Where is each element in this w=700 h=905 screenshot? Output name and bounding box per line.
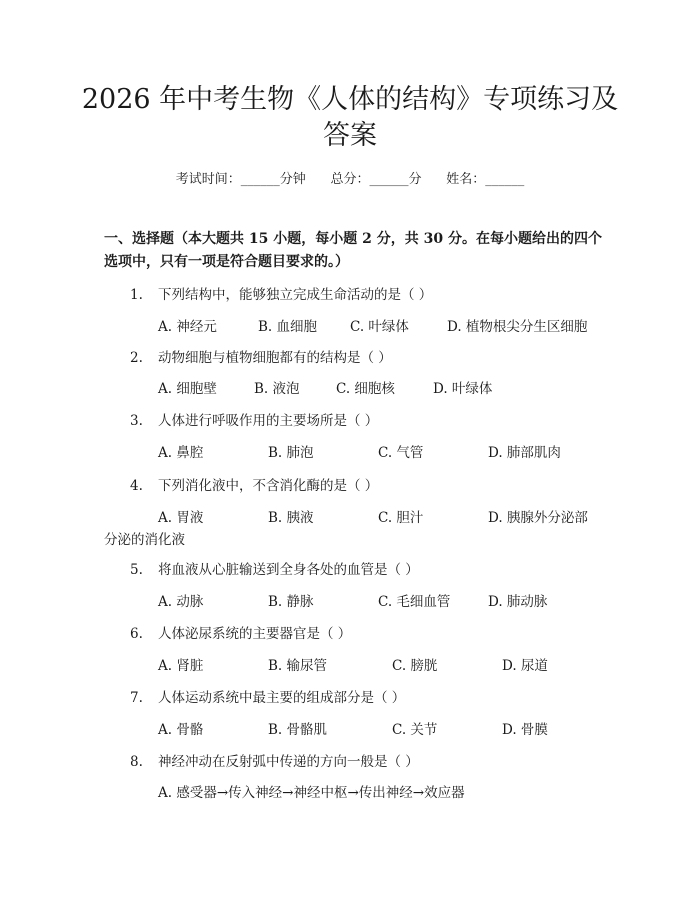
question-text: 将血液从心脏输送到全身各处的血管是（ ） bbox=[158, 562, 419, 578]
question-8 bbox=[130, 750, 419, 770]
question-number: 4. bbox=[130, 478, 143, 494]
option-d: D. 肺部肌肉 bbox=[488, 445, 561, 461]
question-number: 1. bbox=[130, 287, 143, 303]
option-d: D. 肺动脉 bbox=[488, 594, 548, 610]
question-text: 人体进行呼吸作用的主要场所是（ ） bbox=[158, 413, 379, 429]
option-a: A. 感受器→传入神经→神经中枢→传出神经→效应器 bbox=[158, 785, 465, 801]
option-a: A. 骨骼 bbox=[158, 722, 204, 738]
option-c: C. 细胞核 bbox=[336, 381, 395, 397]
option-d: D. 胰腺外分泌部 bbox=[488, 510, 588, 526]
option-a: A. 动脉 bbox=[158, 594, 204, 610]
option-d: D. 叶绿体 bbox=[433, 381, 493, 397]
option-c: C. 气管 bbox=[378, 445, 424, 461]
option-a: A. 细胞壁 bbox=[158, 381, 217, 397]
option-c: C. 膀胱 bbox=[392, 658, 438, 674]
question-text: 人体泌尿系统的主要器官是（ ） bbox=[158, 626, 352, 642]
question-7 bbox=[130, 686, 405, 706]
option-d: D. 骨膜 bbox=[502, 722, 548, 738]
option-c: C. 毛细血管 bbox=[378, 594, 451, 610]
option-a: A. 胃液 bbox=[158, 510, 204, 526]
question-2 bbox=[130, 346, 392, 366]
option-c: C. 胆汁 bbox=[378, 510, 424, 526]
option-d: D. 尿道 bbox=[502, 658, 548, 674]
question-text: 下列结构中，能够独立完成生命活动的是（ ） bbox=[158, 287, 433, 303]
exam-meta-line: 考试时间：______分钟 总分：______分 姓名：______ bbox=[175, 172, 525, 187]
option-a: A. 神经元 bbox=[158, 319, 217, 335]
option-b: B. 血细胞 bbox=[258, 319, 318, 335]
question-number: 8. bbox=[130, 754, 143, 770]
question-5 bbox=[130, 558, 419, 578]
option-a: A. 肾脏 bbox=[158, 658, 204, 674]
question-number: 7. bbox=[130, 690, 143, 706]
option-b: B. 骨骼肌 bbox=[268, 722, 328, 738]
option-d: D. 植物根尖分生区细胞 bbox=[447, 319, 588, 335]
page-title: 2026 年中考生物《人体的结构》专项练习及答案 bbox=[81, 84, 619, 151]
option-c: C. 叶绿体 bbox=[350, 319, 409, 335]
question-number: 3. bbox=[130, 413, 143, 429]
section-heading: 一、选择题（本大题共 15 小题，每小题 2 分，共 30 分。在每小题给出的四个选项中，只有一项是符合题目要求的。） bbox=[104, 231, 602, 270]
question-1 bbox=[130, 283, 432, 303]
question-text: 人体运动系统中最主要的组成部分是（ ） bbox=[158, 690, 406, 706]
question-text: 下列消化液中，不含消化酶的是（ ） bbox=[158, 478, 379, 494]
question-4 bbox=[130, 474, 378, 494]
question-text: 动物细胞与植物细胞都有的结构是（ ） bbox=[158, 350, 392, 366]
question-3 bbox=[130, 409, 378, 429]
option-b: B. 肺泡 bbox=[268, 445, 314, 461]
question-text: 神经冲动在反射弧中传递的方向一般是（ ） bbox=[158, 754, 419, 770]
option-c: C. 关节 bbox=[392, 722, 438, 738]
option-d-continued: 分泌的消化液 bbox=[104, 532, 185, 548]
option-b: B. 输尿管 bbox=[268, 658, 328, 674]
option-b: B. 液泡 bbox=[254, 381, 300, 397]
question-number: 2. bbox=[130, 350, 143, 366]
question-6 bbox=[130, 622, 351, 642]
option-b: B. 静脉 bbox=[268, 594, 314, 610]
option-a: A. 鼻腔 bbox=[158, 445, 204, 461]
question-number: 5. bbox=[130, 562, 143, 578]
question-number: 6. bbox=[130, 626, 143, 642]
option-b: B. 胰液 bbox=[268, 510, 314, 526]
